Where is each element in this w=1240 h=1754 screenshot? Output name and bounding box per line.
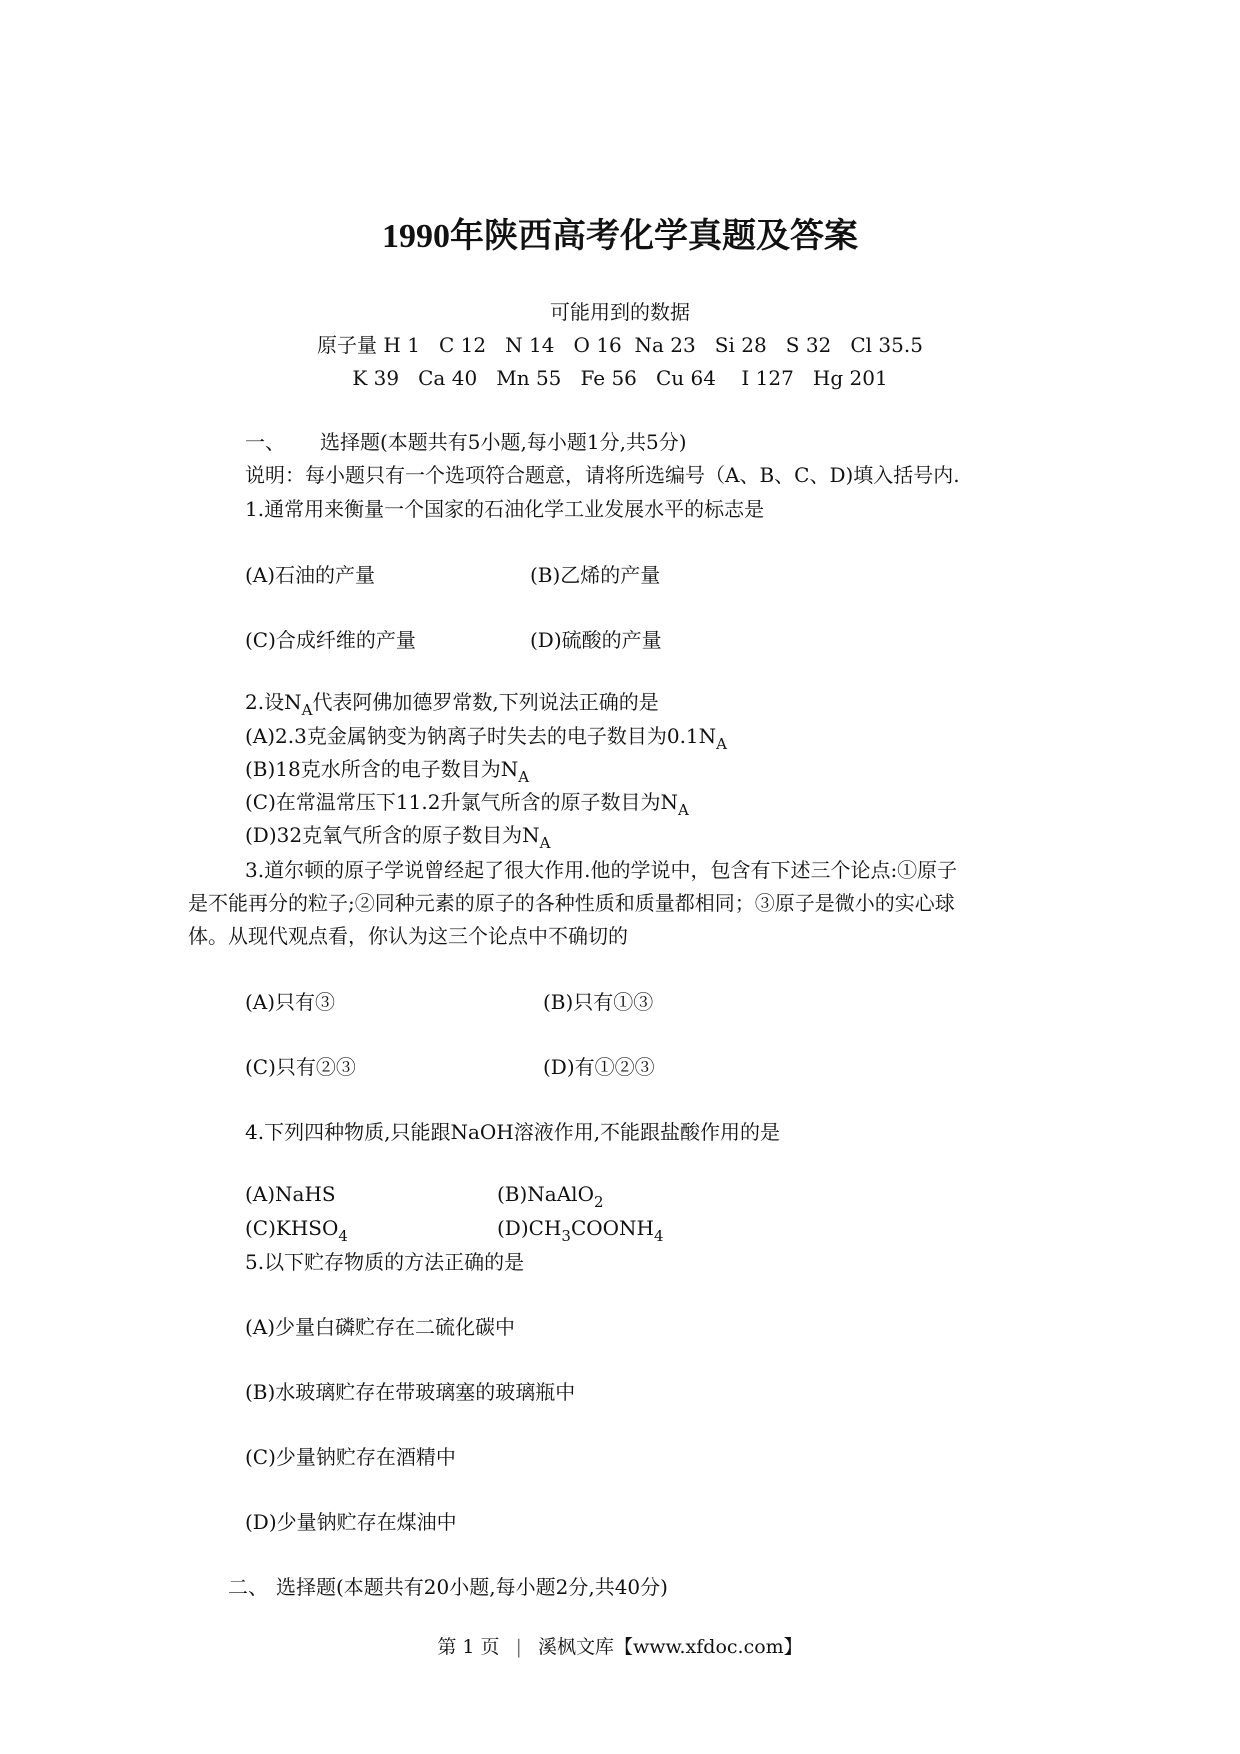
section-2-number: 二、: [228, 1575, 268, 1599]
atomic-weights-line-1: 原子量 H 1 C 12 N 14 O 16 Na 23 Si 28 S 32 Cl 35.5: [317, 333, 923, 357]
data-heading: 可能用到的数据: [550, 300, 690, 324]
question-3-line-3: 体。从现代观点看，你认为这三个论点中不确切的: [188, 924, 628, 948]
section-2-title: 选择题(本题共有20小题,每小题2分,共40分): [276, 1575, 668, 1599]
subscript: A: [716, 735, 728, 753]
section-1-number: 一、: [245, 430, 285, 454]
question-3-line-1: 3.道尔顿的原子学说曾经起了很大作用.他的学说中，包含有下述三个论点:①原子: [245, 858, 958, 882]
question-5-stem: 5.以下贮存物质的方法正确的是: [245, 1250, 525, 1274]
question-3-option-a: (A)只有③: [245, 990, 336, 1014]
footer-separator: |: [515, 1636, 522, 1658]
atomic-weights-line-2: K 39 Ca 40 Mn 55 Fe 56 Cu 64 I 127 Hg 201: [352, 366, 888, 390]
subscript: 4: [653, 1227, 664, 1245]
question-2-option-d: [245, 823, 551, 852]
question-4-stem: 4.下列四种物质,只能跟NaOH溶液作用,不能跟盐酸作用的是: [245, 1120, 781, 1144]
option-text: (A)2.3克金属钠变为钠离子时失去的电子数目为0.1N: [245, 724, 717, 748]
subscript: A: [301, 701, 313, 719]
option-text: (D)CH: [497, 1216, 562, 1240]
question-1-option-a: (A)石油的产量: [245, 563, 376, 587]
question-4-option-a: (A)NaHS: [245, 1182, 336, 1206]
question-1-option-d: (D)硫酸的产量: [530, 628, 662, 652]
page-number: 第 1 页: [437, 1636, 500, 1658]
question-5-option-c: (C)少量钠贮存在酒精中: [245, 1445, 456, 1469]
option-text: (C)KHSO: [245, 1216, 339, 1240]
option-text: (B)18克水所含的电子数目为N: [245, 757, 519, 781]
question-2-option-c: [245, 790, 689, 819]
question-2-stem-pre: 2.设N: [245, 690, 302, 714]
question-2-stem-post: 代表阿佛加德罗常数,下列说法正确的是: [312, 690, 659, 714]
option-text: (B)NaAlO: [497, 1182, 594, 1206]
subscript: A: [539, 834, 551, 852]
subscript: 3: [561, 1227, 571, 1245]
question-2-option-b: [245, 757, 530, 786]
option-text: (C)在常温常压下11.2升氯气所含的原子数目为N: [245, 790, 678, 814]
question-3-line-2: 是不能再分的粒子;②同种元素的原子的各种性质和质量都相同；③原子是微小的实心球: [188, 891, 955, 915]
question-3-option-b: (B)只有①③: [543, 990, 654, 1014]
question-3-option-c: (C)只有②③: [245, 1055, 356, 1079]
subscript: 2: [593, 1193, 604, 1211]
question-1-stem: 1.通常用来衡量一个国家的石油化学工业发展水平的标志是: [245, 497, 765, 521]
question-4-option-b: [497, 1182, 604, 1211]
footer-site: 溪枫文库【www.xfdoc.com】: [537, 1636, 803, 1658]
section-1-title: 选择题(本题共有5小题,每小题1分,共5分): [320, 430, 687, 454]
question-1-option-b: (B)乙烯的产量: [530, 563, 661, 587]
question-1-option-c: (C)合成纤维的产量: [245, 628, 416, 652]
subscript: A: [518, 768, 530, 786]
question-4-option-c: [245, 1216, 348, 1245]
page-footer: [0, 1632, 1240, 1659]
question-2-option-a: [245, 724, 728, 753]
option-text: (D)32克氧气所含的原子数目为N: [245, 823, 540, 847]
question-2-stem: [245, 690, 659, 719]
question-3-option-d: (D)有①②③: [543, 1055, 655, 1079]
page-title: 1990年陕西高考化学真题及答案: [382, 218, 858, 255]
question-5-option-b: (B)水玻璃贮存在带玻璃塞的玻璃瓶中: [245, 1380, 576, 1404]
question-5-option-d: (D)少量钠贮存在煤油中: [245, 1510, 457, 1534]
subscript: A: [677, 801, 689, 819]
question-4-option-d: [497, 1216, 664, 1245]
option-text: COONH: [570, 1216, 654, 1240]
subscript: 4: [338, 1227, 348, 1245]
question-5-option-a: (A)少量白磷贮存在二硫化碳中: [245, 1315, 516, 1339]
section-1-note: 说明：每小题只有一个选项符合题意，请将所选编号（A、B、C、D)填入括号内.: [245, 463, 960, 487]
